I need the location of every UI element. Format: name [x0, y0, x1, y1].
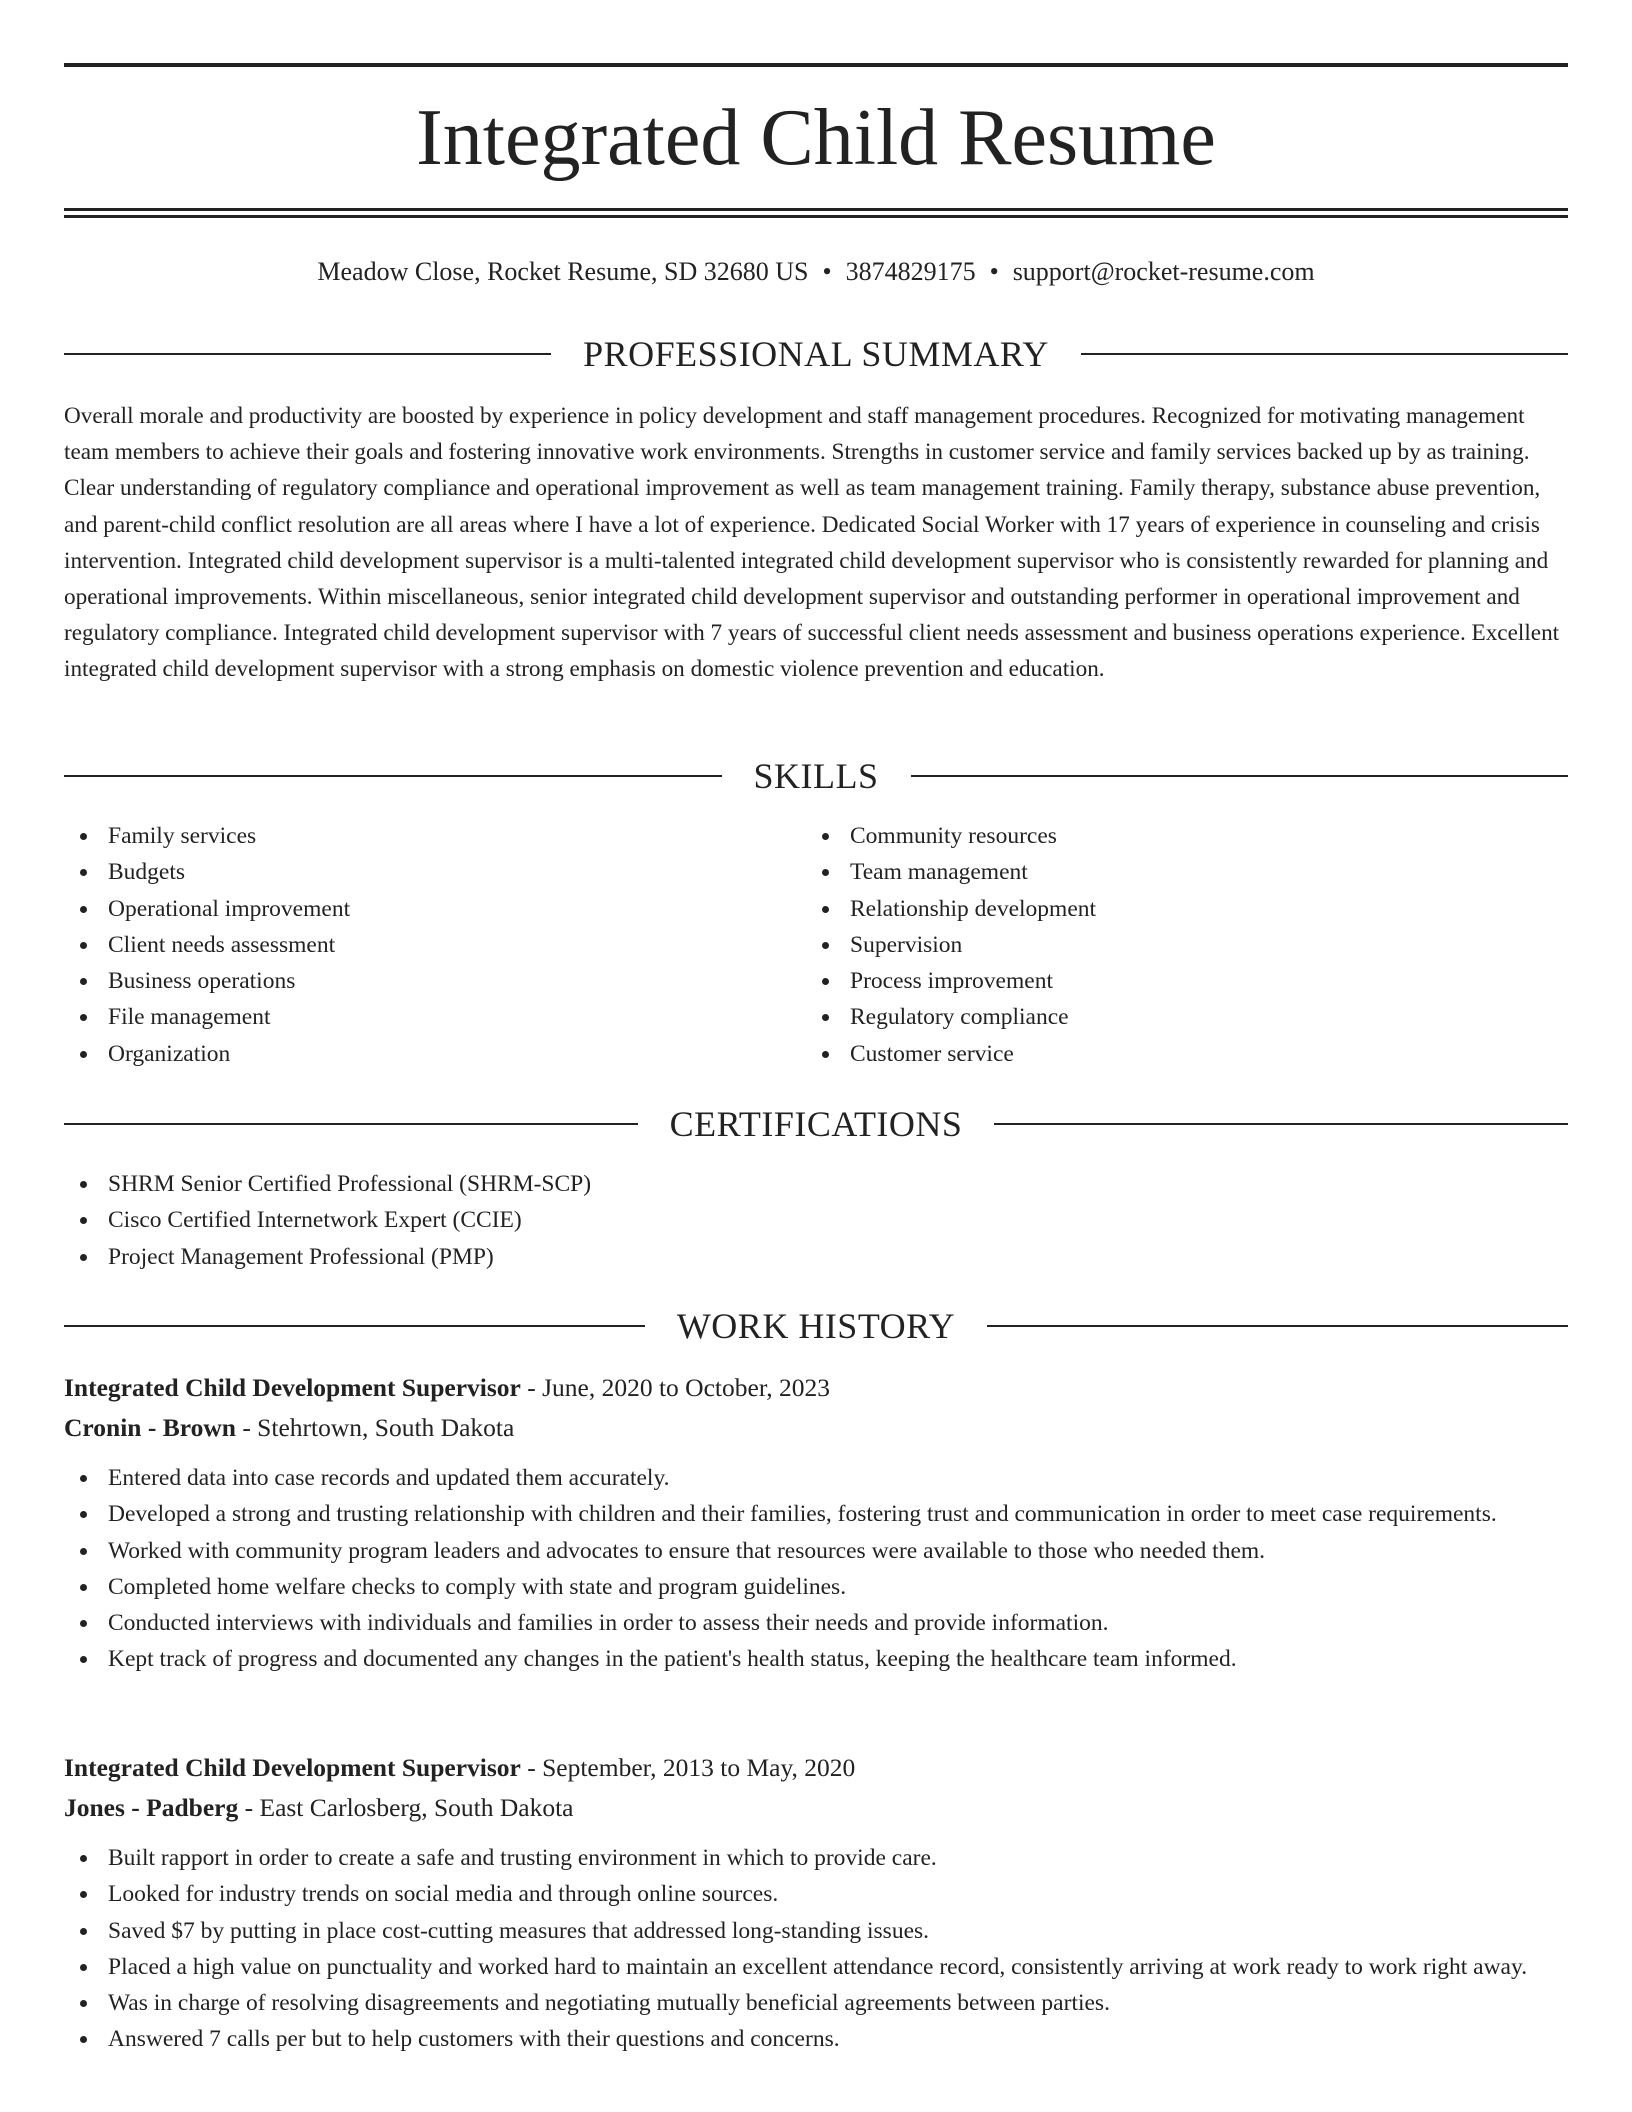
skill-item: Process improvement [806, 963, 1506, 999]
job-bullet: Answered 7 calls per but to help customers with their questions and concerns. [64, 2021, 1568, 2057]
job-title-line [64, 1748, 1568, 1788]
job-location: - Stehrtown, South Dakota [235, 1413, 515, 1442]
job-bullet: Kept track of progress and documented any changes in the patient's health status, keeping the healthcare team informed. [64, 1641, 1568, 1677]
job-bullet: Looked for industry trends on social media and through online sources. [64, 1876, 1568, 1912]
job-company: Cronin - Brown [64, 1413, 236, 1442]
contact-address: Meadow Close, Rocket Resume, SD 32680 US [317, 257, 809, 286]
header-rule-lower [64, 215, 1568, 218]
heading-rule [64, 775, 722, 777]
skills-list-right [806, 818, 1506, 1072]
heading-rule [64, 1325, 645, 1327]
job-bullet: Built rapport in order to create a safe and trusting environment in which to provide care. [64, 1840, 1568, 1876]
job-location: - East Carlosberg, South Dakota [238, 1793, 574, 1822]
contact-phone: 3874829175 [845, 257, 976, 286]
job-title-line [64, 1368, 1568, 1408]
top-rule [64, 63, 1568, 67]
job-company: Jones - Padberg [64, 1793, 239, 1822]
job-bullet: Placed a high value on punctuality and worked hard to maintain an excellent attendance record, consistently arriving at work ready to work right away. [64, 1949, 1568, 1985]
certifications-list [64, 1166, 1568, 1275]
job-bullet: Entered data into case records and updated them accurately. [64, 1460, 1568, 1496]
job-dates: - June, 2020 to October, 2023 [520, 1373, 831, 1402]
contact-line [64, 252, 1568, 292]
job-bullets [64, 1460, 1568, 1678]
job-entry [64, 1368, 1568, 1678]
job-bullet: Saved $7 by putting in place cost-cutting measures that addressed long-standing issues. [64, 1913, 1568, 1949]
heading-rule [911, 775, 1569, 777]
certification-item: SHRM Senior Certified Professional (SHRM-SCP) [64, 1166, 1568, 1202]
skill-item: Regulatory compliance [806, 999, 1506, 1035]
job-title: Integrated Child Development Supervisor [64, 1753, 521, 1782]
section-title: CERTIFICATIONS [669, 1104, 963, 1144]
skills-heading [64, 754, 1568, 798]
job-bullet: Worked with community program leaders and advocates to ensure that resources were available to those who needed them. [64, 1533, 1568, 1569]
skill-item: Operational improvement [64, 891, 764, 927]
contact-email: support@rocket-resume.com [1012, 257, 1315, 286]
job-entry [64, 1748, 1568, 2058]
certification-item: Cisco Certified Internetwork Expert (CCIE) [64, 1202, 1568, 1238]
section-title: SKILLS [753, 756, 879, 796]
job-bullet: Conducted interviews with individuals and families in order to assess their needs and provide information. [64, 1605, 1568, 1641]
skill-item: Business operations [64, 963, 764, 999]
certification-item: Project Management Professional (PMP) [64, 1239, 1568, 1275]
job-bullets [64, 1840, 1568, 2058]
job-bullet: Developed a strong and trusting relationship with children and their families, fostering trust and communication in order to meet case requirements. [64, 1496, 1568, 1532]
job-bullet: Completed home welfare checks to comply with state and program guidelines. [64, 1569, 1568, 1605]
work-history-heading [64, 1304, 1568, 1348]
contact-separator: • [989, 257, 999, 286]
certifications-heading [64, 1102, 1568, 1146]
heading-rule [994, 1123, 1568, 1125]
skill-item: Community resources [806, 818, 1506, 854]
heading-rule [1081, 353, 1568, 355]
heading-rule [64, 353, 551, 355]
skills-list-left [64, 818, 764, 1072]
section-title: PROFESSIONAL SUMMARY [583, 334, 1049, 374]
summary-heading [64, 332, 1568, 376]
skill-item: Budgets [64, 854, 764, 890]
skill-item: Team management [806, 854, 1506, 890]
skill-item: Customer service [806, 1036, 1506, 1072]
job-company-line [64, 1408, 1568, 1448]
job-company-line [64, 1788, 1568, 1828]
summary-text: Overall morale and productivity are boosted by experience in policy development and staff management procedures. Recognized for motivating management team members to achieve their goals and fostering innovative work environments. Strengths in customer service and family services backed up by as training. Clear understanding of regulatory compliance and operational improvement as well as team management training. Family therapy, substance abuse prevention, and parent-child conflict resolution are all areas where I have a lot of experience. Dedicated Social Worker with 17 years of experience in counseling and crisis intervention. Integrated child development supervisor is a multi-talented integrated child development supervisor who is consistently rewarded for planning and operational improvements. Within miscellaneous, senior integrated child development supervisor and outstanding performer in operational improvement and regulatory compliance. Integrated child development supervisor with 7 years of successful client needs assessment and business operations experience. Excellent integrated child development supervisor with a strong emphasis on domestic violence prevention and education. [64, 403, 1560, 683]
section-title: WORK HISTORY [676, 1306, 956, 1346]
heading-rule [64, 1123, 638, 1125]
job-bullet: Was in charge of resolving disagreements and negotiating mutually beneficial agreements between parties. [64, 1985, 1568, 2021]
skill-item: File management [64, 999, 764, 1035]
skill-item: Family services [64, 818, 764, 854]
job-title: Integrated Child Development Supervisor [64, 1373, 521, 1402]
job-dates: - September, 2013 to May, 2020 [520, 1753, 856, 1782]
contact-separator: • [822, 257, 832, 286]
skill-item: Relationship development [806, 891, 1506, 927]
skill-item: Supervision [806, 927, 1506, 963]
resume-name: Integrated Child Resume [416, 94, 1216, 182]
header-rule-upper [64, 208, 1568, 211]
skill-item: Client needs assessment [64, 927, 764, 963]
heading-rule [987, 1325, 1568, 1327]
skill-item: Organization [64, 1036, 764, 1072]
